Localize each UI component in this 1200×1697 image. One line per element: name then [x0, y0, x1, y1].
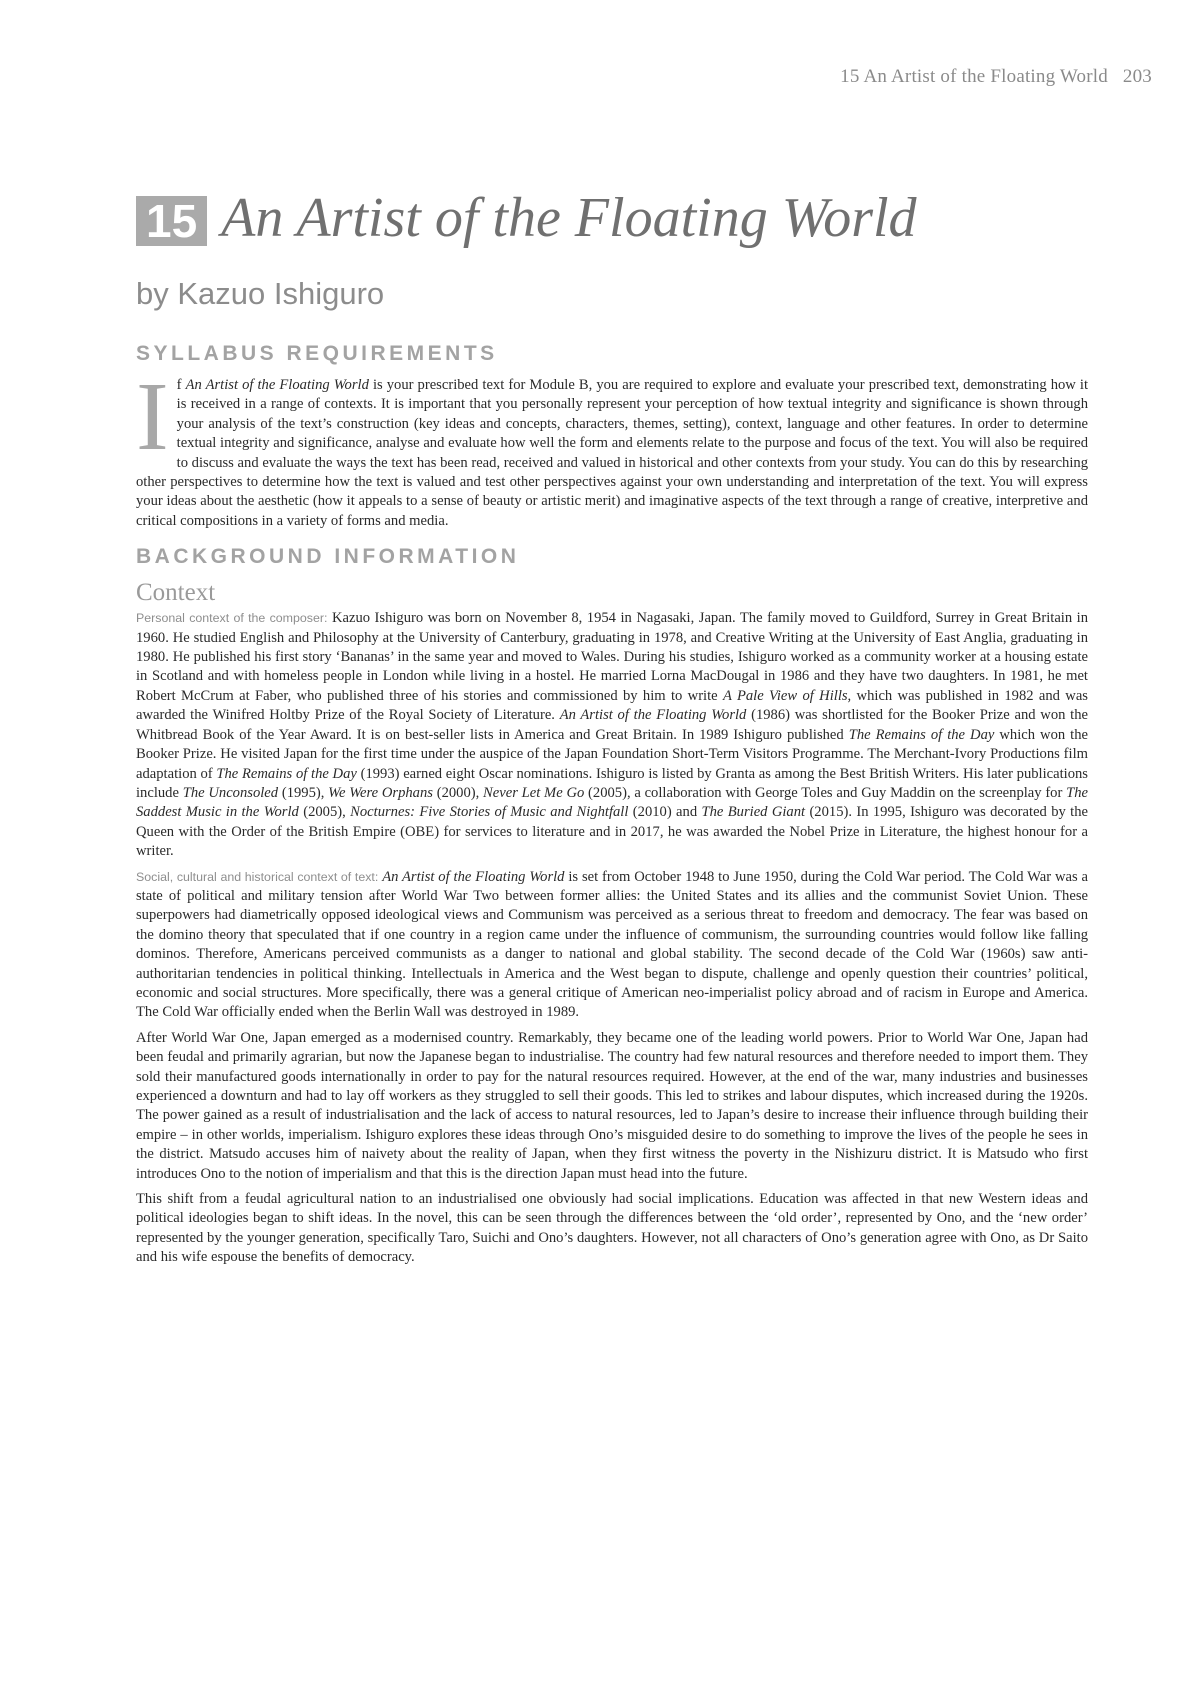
text-run: (2015). In 1995, Ishiguro was decorated by the Queen with the Order of the British Empire (OBE) for services to literature and in 2017, he was awarded the Nobel Prize in Literature, the highest honour for a writer. — [136, 804, 1088, 860]
author-byline: by Kazuo Ishiguro — [136, 276, 385, 311]
syllabus-heading: SYLLABUS REQUIREMENTS — [136, 342, 498, 365]
text-run: is your prescribed text for Module B, you are required to explore and evaluate your prescribed text, demonstrating how it is received in a range of contexts. It is important that you personally represent your perception of how textual integrity and significance is shown through your analysis of the text’s construction (key ideas and concepts, characters, themes, setting), context, language and other features. In order to determine textual integrity and significance, analyse and evaluate how well the form and elements relate to the purpose and focus of the text. You will also be required to discuss and evaluate the ways the text has been read, received and valued in historical and other contexts from your study. You can do this by researching other perspectives to determine how the text is valued and test other perspectives against your own understanding and interpretation of the text. You will express your ideas about the aesthetic (how it appeals to a sense of beauty or artistic merit) and imaginative aspects of the text through a range of creative, interpretive and critical compositions in a variety of forms and media. — [136, 377, 1089, 529]
personal-context-paragraph — [136, 609, 1088, 861]
text-run: f — [176, 377, 186, 393]
paragraph-lead-label: Personal context of the composer: — [136, 611, 328, 626]
text-run: is set from October 1948 to June 1950, during the Cold War period. The Cold War was a state of political and military tension after World War Two between former allies: the United States and its allies and the communist Soviet Union. These superpowers had diametrically opposed ideological views and Communism was perceived as a serious threat to freedom and democracy. The fear was based on the domino theory that speculated that if one country in a region came under the influence of communism, the surrounding countries would follow like falling dominos. Therefore, Americans perceived communists as a danger to national and global stability. The second decade of the Cold War (1960s) saw anti-authoritarian tendencies in political thinking. Intellectuals in America and the West began to dispute, challenge and openly question their countries’ political, economic and social structures. More specifically, there was a general critique of American neo-imperialist policy abroad and of racism in Europe and America. The Cold War officially ended when the Berlin Wall was destroyed in 1989. — [136, 868, 1088, 1021]
chapter-number-badge: 15 — [136, 196, 207, 246]
text-run: (2005), — [298, 804, 351, 821]
book-title-italic: An Artist of the Floating World — [185, 377, 369, 393]
text-run: Kazuo Ishiguro was born on November 8, 1954 in Nagasaki, Japan. The family moved to Guildford, Surrey in Great Britain in 1960. He studied English and Philosophy at the University of Canterbury, graduating in 1978, and Creative Writing at the University of East Anglia, graduating in 1980. He published his first story ‘Bananas’ in the same year and moved to Wales. During his studies, Ishiguro worked as a community worker at a housing estate in Scotland and with homeless people in London while living in a hostel. He married Lorna MacDougal in 1986 and they have two daughters. In 1981, he met Robert McCrum at Faber, who published three of his stories and commissioned by him to write — [136, 610, 1089, 704]
book-title-italic: The Buried Giant — [701, 804, 806, 821]
text-run: which was published in 1982 and was awarded the Winifred Holtby Prize of the Royal Society of Literature. — [136, 687, 1088, 724]
text-run: (2005), a collaboration with George Toles and Guy Maddin on the screenplay for — [584, 784, 1067, 801]
book-title-italic: The Saddest Music in the World — [136, 784, 1088, 821]
paragraph-lead-label: Social, cultural and historical context of text: — [136, 869, 379, 884]
social-implications-paragraph: This shift from a feudal agricultural nation to an industrialised one obviously had social implications. Education was affected in that new Western ideas and political ideologies began to shift ideas. In the novel, this can be seen through the differences between the ‘old order’, represented by Ono, and the ‘new order’ represented by the younger generation, specifically Taro, Suichi and Ono’s daughters. However, not all characters of Ono’s generation agree with Ono, as Dr Saito and his wife espouse the benefits of democracy. — [136, 1191, 1088, 1266]
running-head-chapter-number: 15 — [840, 66, 860, 87]
context-subheading: Context — [136, 579, 216, 607]
running-head-title: An Artist of the Floating World — [863, 66, 1108, 87]
book-title-italic: A Pale View of Hills, — [722, 687, 852, 704]
book-title-italic: An Artist of the Floating World — [382, 868, 565, 885]
chapter-title-row — [136, 186, 1160, 250]
syllabus-paragraph — [136, 363, 1089, 531]
book-title-italic: The Remains of the Day — [216, 765, 357, 782]
text-run: (2000), — [432, 784, 484, 801]
main-content — [136, 342, 1088, 1274]
book-title-italic: The Unconsoled — [182, 784, 279, 801]
book-title-italic: We Were Orphans — [328, 784, 433, 801]
text-run: which won the Booker Prize. He visited Japan for the first time under the auspice of the Japan Foundation Short-Term Visitors Programme. The Merchant-Ivory Productions film adaptation of — [136, 726, 1088, 782]
book-title-italic: Never Let Me Go — [483, 784, 585, 801]
page-number: 203 — [1122, 66, 1152, 87]
post-war-japan-paragraph: After World War One, Japan emerged as a modernised country. Remarkably, they became one of the leading world powers. Prior to World War One, Japan had been feudal and primarily agrarian, but now the Japanese began to industrialise. The country had few natural resources and therefore needed to import them. They sold their manufactured goods internationally in order to pay for the natural resources required. However, at the end of the war, many industries and businesses experienced a downturn and had to lay off workers as they struggled to sell their goods. This led to strikes and labour disputes, which increased during the 1920s. The power gained as a result of industrialisation and the lack of access to natural resources, led to Japan’s desire to increase their influence through building their empire – in other worlds, imperialism. Ishiguro explores these ideas through Ono’s misguided desire to do something to improve the lives of the people he sees in the district. Matsudo accuses him of naivety about the reality of Japan, when they first witness the poverty in the Nishizuru district. It is Matsudo who first introduces Ono to the notion of imperialism and that this is the direction Japan must head into the future. — [136, 1029, 1088, 1182]
running-head — [840, 66, 1152, 88]
text-run: (1986) was shortlisted for the Booker Prize and won the Whitbread Book of the Year Award. It is on best-seller lists in America and Great Britain. In 1989 Ishiguro published — [136, 707, 1088, 743]
book-title-italic: An Artist of the Floating World — [559, 707, 747, 724]
background-heading: BACKGROUND INFORMATION — [136, 545, 520, 569]
book-title-italic: Nocturnes: Five Stories of Music and Nightfall — [350, 804, 629, 821]
syllabus-requirements-section — [136, 342, 1088, 531]
text-run: (2010) and — [628, 804, 702, 821]
social-cultural-context-paragraph — [136, 868, 1088, 1023]
chapter-title: An Artist of the Floating World — [221, 187, 917, 249]
text-run: (1995), — [278, 784, 329, 801]
book-title-italic: The Remains of the Day — [848, 726, 995, 743]
background-information-section — [136, 545, 1088, 1267]
text-run: (1993) earned eight Oscar nominations. Ishiguro is listed by Granta as among the Best British Writers. His later publications include — [136, 765, 1088, 801]
drop-cap: I — [136, 363, 169, 471]
